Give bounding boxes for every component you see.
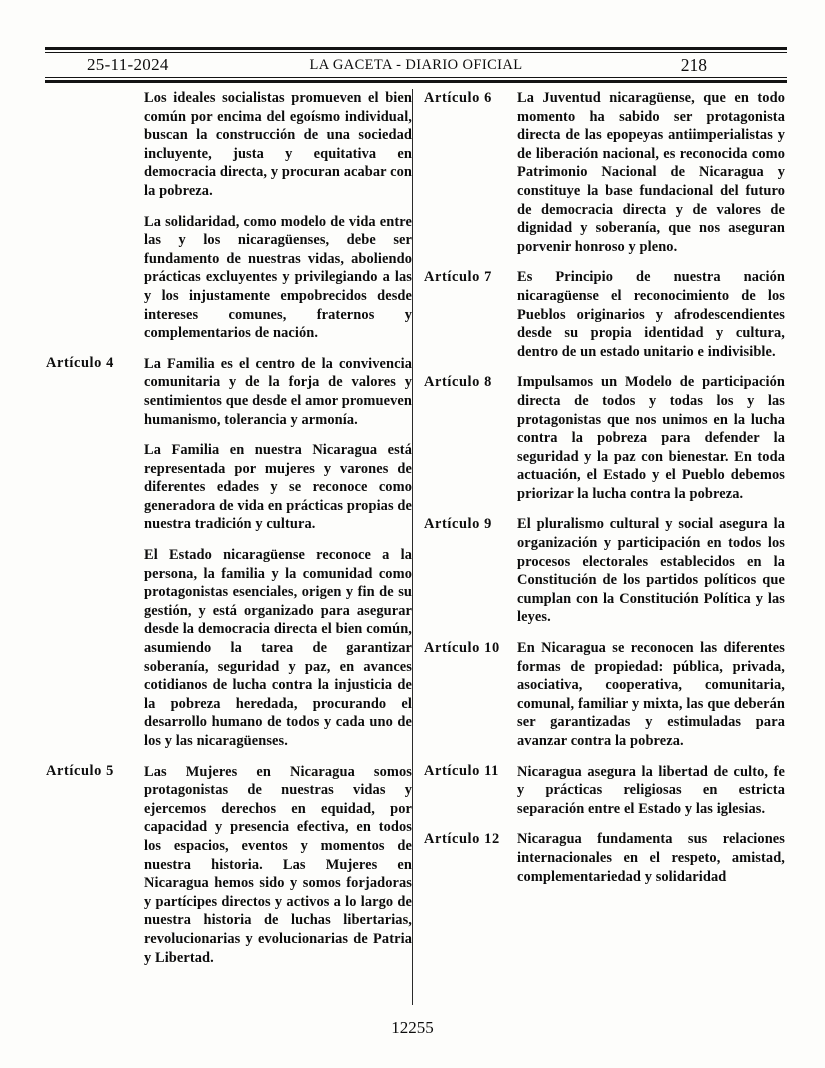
article-number-label: Artículo 4 (46, 355, 114, 372)
article-number-label: Artículo 10 (424, 639, 500, 656)
article-paragraph: La Juventud nicaragüense, que en todo momento ha sabido ser protagonista directa de las epopeyas antiimperialistas y de liberación nacional, es reconocida como Patrimonio Nacional de Nicaragua y constituye la base fundacional del futuro de democracia directa y de valores de dignidad y soberanía, que nos aseguran porvenir honroso y pleno. (517, 90, 785, 255)
article-body (144, 763, 412, 980)
header-page-number: 218 (680, 54, 707, 75)
page-content (46, 89, 785, 1005)
article-block-8 (424, 373, 785, 515)
left-column (46, 89, 412, 1005)
article-block-5 (46, 763, 412, 980)
article-body (517, 639, 785, 763)
article-number-label: Artículo 11 (424, 763, 499, 780)
article-number-label: Artículo 8 (424, 373, 492, 390)
article-paragraph: En Nicaragua se reconocen las diferentes formas de propiedad: pública, privada, asociativa, cooperativa, comunitaria, comunal, familiar y mixta, las que deberán ser garantizadas y estimuladas para avanzar contra la pobreza. (517, 640, 785, 749)
article-paragraph: Las Mujeres en Nicaragua somos protagonistas de nuestras vidas y ejercemos derechos en equidad, por capacidad y presencia efectiva, en todos los espacios, eventos y momentos de nuestra historia. Las Mujeres en Nicaragua hemos sido y somos forjadoras y partícipes directos y activos a lo largo de nuestra historia de luchas libertarias, revolucionarias y evolucionarias de Patria y Libertad. (144, 763, 412, 966)
article-number-label: Artículo 9 (424, 515, 492, 532)
article-paragraph: El Estado nicaragüense reconoce a la persona, la familia y la comunidad como protagonistas esenciales, origen y fin de su gestión, y está organizado para asegurar desde la democracia directa el bien común, asumiendo la tarea de garantizar soberanía, seguridad y paz, en avances cotidianos de lucha contra la injusticia de la pobreza heredada, procurando el desarrollo humano de todos y cada uno de los y las nicaragüenses. (144, 547, 412, 749)
article-body (517, 763, 785, 831)
article-block-4 (46, 355, 412, 763)
intro-block (46, 89, 412, 355)
article-number-label: Artículo 7 (424, 268, 492, 285)
article-number-label: Artículo 5 (46, 763, 114, 780)
article-block-9 (424, 515, 785, 639)
page-header (45, 47, 787, 83)
article-paragraph: Impulsamos un Modelo de participación directa de todos y todas los y las protagonistas que nos unimos en la lucha contra la pobreza para defender la seguridad y la paz con bienestar. En toda actuación, el Estado y el Pueblo debemos priorizar la lucha contra la pobreza. (517, 374, 785, 502)
article-paragraph: El pluralismo cultural y social asegura la organización y participación en todos los procesos electorales establecidos en la Constitución de los partidos políticos que cumplan con la Constitución Política y las leyes. (517, 516, 785, 626)
article-body (517, 268, 785, 373)
article-paragraph: Es Principio de nuestra nación nicaragüense el reconocimiento de los Pueblos originarios y afrodescendientes desde su propia identidad y cultura, dentro de un estado unitario e indivisible. (517, 269, 785, 360)
article-paragraph: Nicaragua fundamenta sus relaciones internacionales en el respeto, amistad, complementariedad y solidaridad (517, 831, 785, 885)
article-paragraph: Nicaragua asegura la libertad de culto, fe y prácticas religiosas en estricta separación entre el Estado y las iglesias. (517, 763, 785, 817)
article-paragraph: Los ideales socialistas promueven el bien común por encima del egoísmo individual, buscan la construcción de una sociedad incluyente, justa y equitativa en democracia directa, y procuran acabar con la pobreza. (144, 90, 412, 199)
article-paragraph: La Familia en nuestra Nicaragua está representada por mujeres y varones de diferentes edades y se reconoce como generadora de vida en prácticas propias de nuestra tradición y cultura. (144, 442, 412, 533)
article-block-11 (424, 763, 785, 831)
header-row (45, 53, 787, 77)
header-date: 25-11-2024 (87, 55, 169, 74)
article-paragraph: La solidaridad, como modelo de vida entre las y los nicaragüenses, debe ser fundamento de nuestras vidas, aboliendo prácticas excluyentes y privilegiando a las y los injustamente empobrecidos desde intereses comunes, fraternos y complementarios de nación. (144, 213, 412, 342)
article-body (517, 373, 785, 515)
article-block-12 (424, 830, 785, 898)
article-paragraph: La Familia es el centro de la convivencia comunitaria y de la forja de valores y sentimientos que desde el amor promueven humanismo, tolerancia y armonía. (144, 355, 412, 428)
article-block-10 (424, 639, 785, 763)
article-number-label: Artículo 12 (424, 830, 500, 847)
gazette-title: LA GACETA - DIARIO OFICIAL (309, 56, 523, 73)
right-column (413, 89, 785, 1005)
article-body (517, 89, 785, 268)
article-number-label (46, 89, 144, 355)
article-number-label: Artículo 6 (424, 89, 492, 106)
footer-page-number: 12255 (391, 1018, 434, 1037)
article-body (144, 355, 412, 763)
intro-body (144, 89, 412, 355)
article-block-7 (424, 268, 785, 373)
article-body (517, 515, 785, 639)
header-rule-bottom (45, 77, 787, 83)
article-body (517, 830, 785, 898)
article-block-6 (424, 89, 785, 268)
